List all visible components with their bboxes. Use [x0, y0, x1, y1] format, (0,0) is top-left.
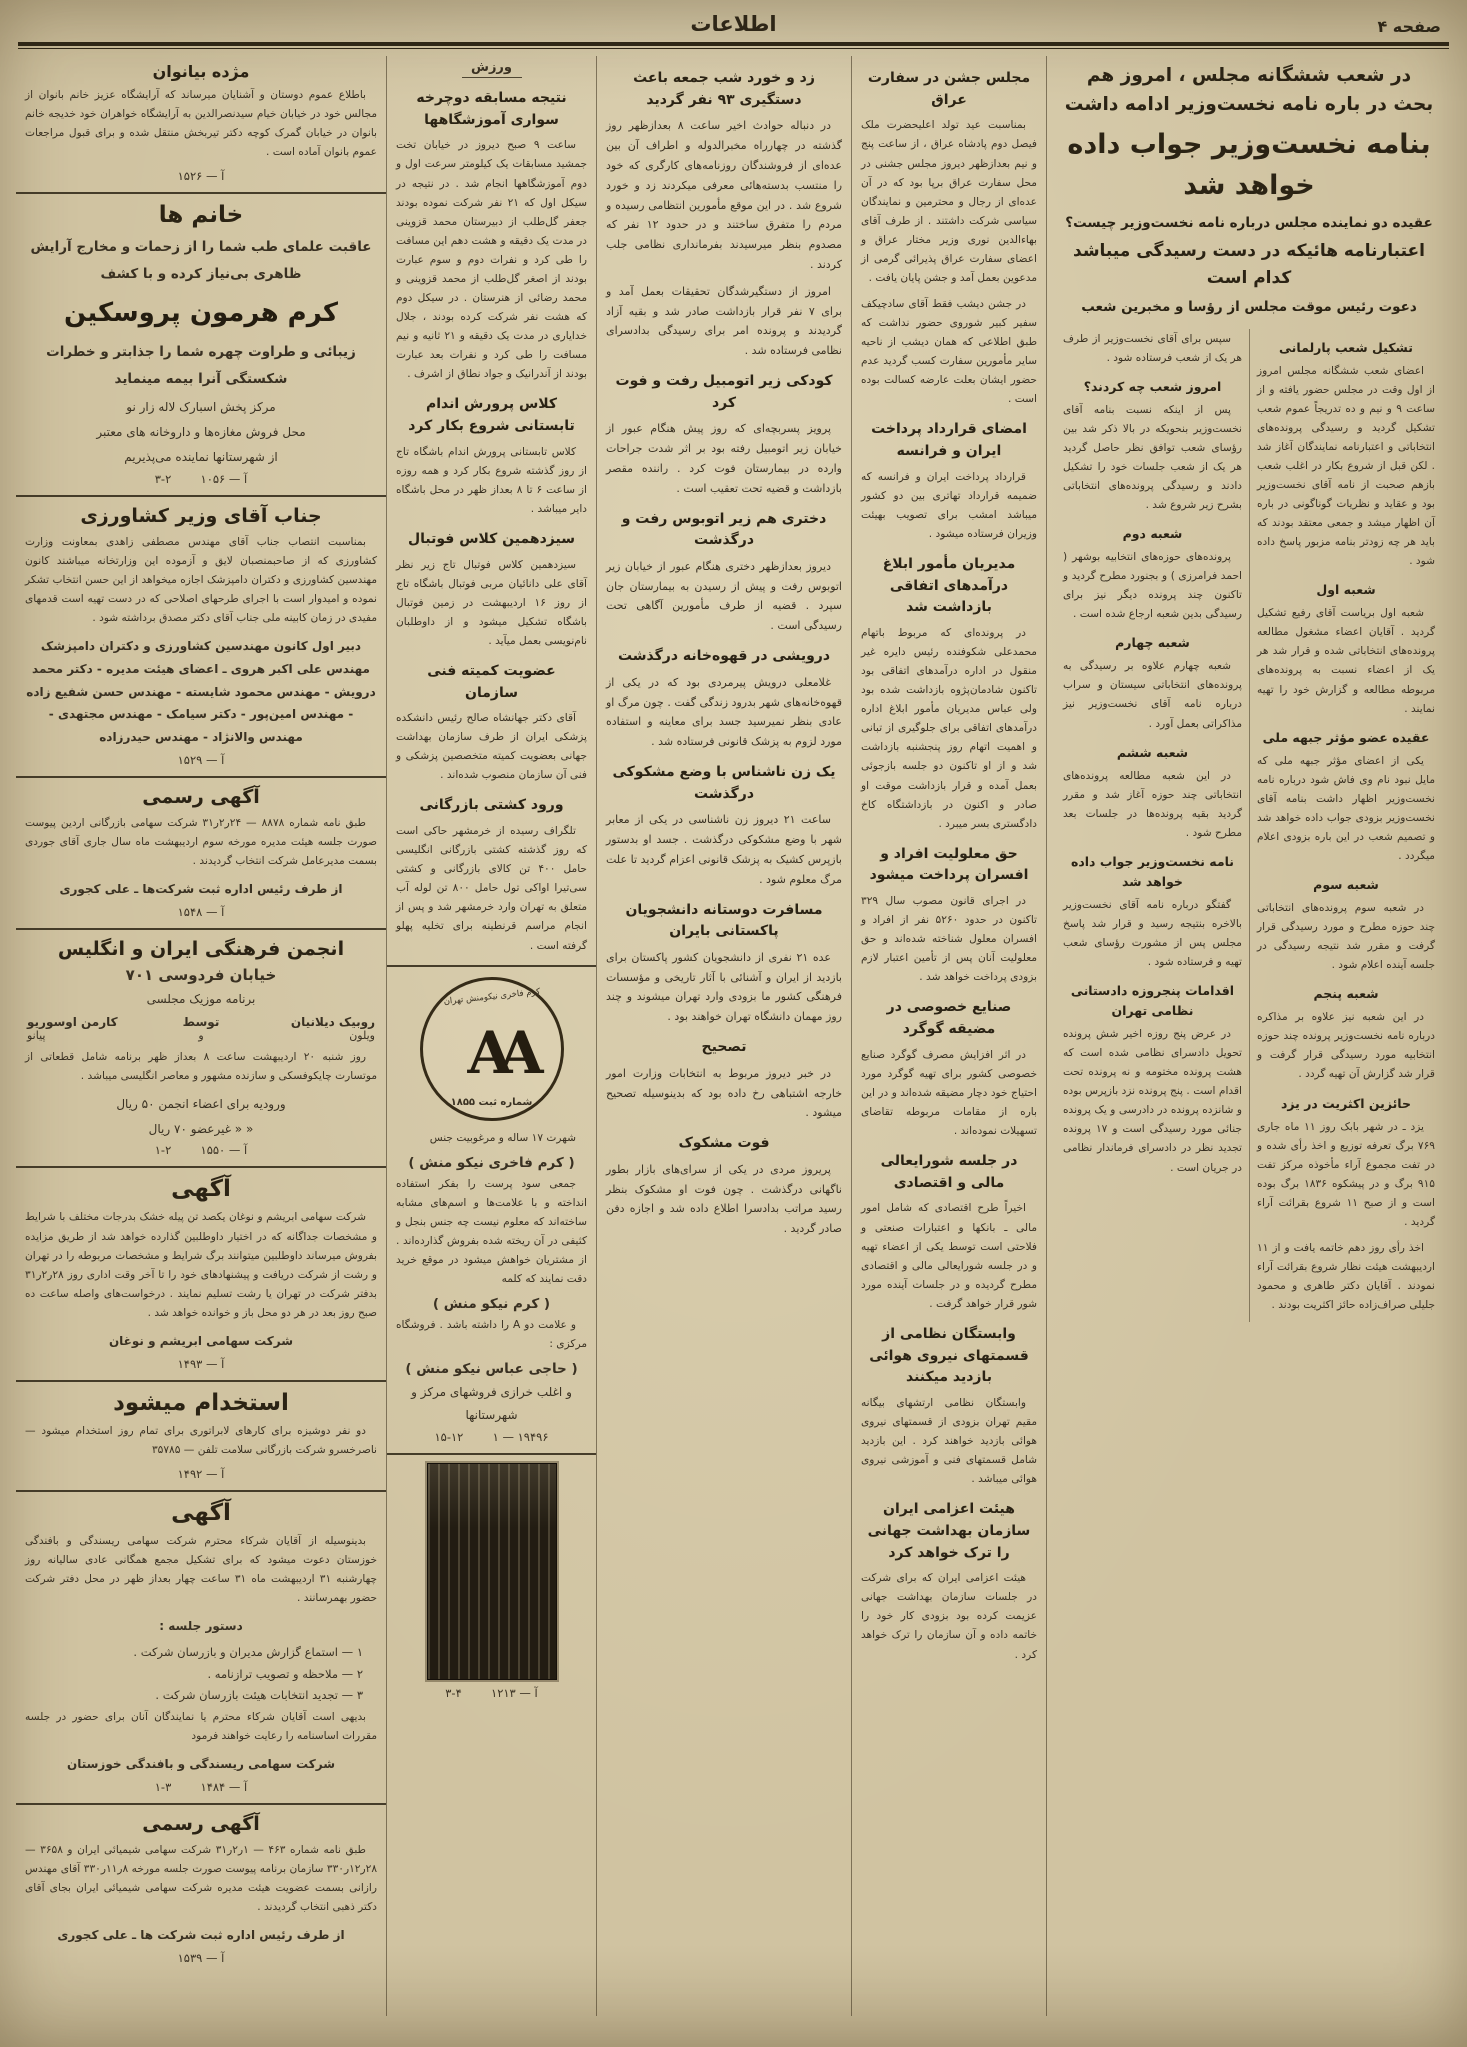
- article-paragraph: تلگراف رسیده از خرمشهر حاکی است که روز گذشته کشتی بازرگانی انگلیسی حامل ۴۰۰ تن کالای بازرگانی و کشتی سی‌تیرا اواکی تول حامل ۸۰۰ تن لوله آب متعلق به تهران وارد خرمشهر شد و پس از انجام مراسم قرنطینه برای تخلیه پهلو گرفته است .: [396, 825, 587, 952]
- section-subheadline: شعبه دوم: [1122, 526, 1183, 542]
- ad-reference-number: آ — ۱۴۸۴ ۳-۱: [154, 1780, 248, 1795]
- ad-headline-small: مژده بیانوان: [152, 62, 250, 81]
- article-paragraph: وابستگان نظامی ارتشهای بیگانه مقیم تهران بزودی از قسمتهای نیروی هوائی بازدید خواهند کرد . این بازدید شامل قسمتهای فنی و آموزشی نیروی هوائی میباشد .: [861, 1396, 1037, 1486]
- section-subheadline: شعبه پنجم: [1313, 986, 1379, 1002]
- section-divider: [16, 1380, 386, 1382]
- article-paragraph: در عرض پنج روزه اخیر شش پرونده تحویل دادسرای نظامی شده است که هشت پرونده مختومه و نه پرونده تحت اقدام است . پنج پرونده نزد بازپرس بوده و شانزده پرونده در دادرسی و یک پرونده جنائی مورد رسیدگی است و ۱۷ پرونده تجدید نظر در دادسرای فرماندار نظامی در جریان است .: [1063, 1028, 1243, 1174]
- centered-line: ورودیه برای اعضاء انجمن ۵۰ ریال: [116, 1096, 286, 1111]
- ad-bold-line: زیبائی و طراوت چهره شما را جذابتر و خطرات شکستگی آنرا بیمه مینماید: [46, 344, 356, 388]
- section-subheadline: حائزین اکثریت در یزد: [1280, 1095, 1412, 1111]
- majlis-subcolumns: [1056, 329, 1442, 1323]
- performer-cell: روبیک دیلانیان ویلون: [290, 1014, 375, 1042]
- centered-line: و اغلب خرازی فروشهای مرکز و شهرستانها: [411, 1385, 572, 1422]
- ad-product-headline: کرم هرمون پروسکین: [63, 298, 339, 329]
- sports-section-label: ورزش: [462, 60, 522, 78]
- ad-reference-number: آ — ۱۰۵۶ ۲-۳: [154, 471, 248, 486]
- article-paragraph: اخیراً طرح اقتصادی که شامل امور مالی ـ بانکها و اعتبارات صنعتی و فلاحتی است توسط یکی از اعضاء تهیه و در جلسه شورایعالی مالی و اقتصادی مطرح گردیده و در جلسات آینده مورد شور قرار خواهد گرفت .: [861, 1202, 1037, 1310]
- article-paragraph: بدیهی است آقایان شرکاء محترم یا نمایندگان آنان برای حضور در جلسه مقررات اساسنامه را رعایت خواهند فرمود: [25, 1711, 377, 1743]
- section-subheadline: امروز شعب چه کردند؟: [1083, 378, 1222, 394]
- section-divider: [16, 1803, 386, 1805]
- sub-headline: دعوت رئیس موقت مجلس از رؤسا و مخبرین شعب: [1081, 298, 1417, 315]
- article-paragraph: اخذ رأی روز دهم خاتمه یافت و از ۱۱ اردیبهشت هیئت نظار شروع بقرائت آراء نمودند . آقایان دکتر طاهری و محمود جلیلی صراف‌زاده حائز اکثریت بودند .: [1257, 1241, 1435, 1312]
- section-subheadline: شعبه ششم: [1116, 744, 1189, 760]
- ad-reference-number: آ — ۱۴۹۲: [177, 1466, 225, 1481]
- section-subheadline: شعبه اول: [1316, 582, 1376, 598]
- article-paragraph: اعضای شعب ششگانه مجلس امروز از اول وقت در مجلس حضور یافته و از ساعت ۹ و نیم و ده تدریجاً عموم شعب تشکیل گردید و رسیدگی پرونده‌های انتخاباتی و اعتبارنامه نمایندگان آغاز شد . لکن قبل از شروع بکار در اغلب شعب بازهم صحبت از نامه آقای نخست‌وزیر بود و عقاید و نظریات گوناگونی در باره آن اظهار میشد و جمعی معتقد بودند که باید هر چه زودتر بنامه مزبور پاسخ داده شود .: [1257, 364, 1435, 568]
- article-headline: دختری هم زیر اتوبوس رفت و درگذشت: [621, 510, 827, 549]
- ad-reference-number: آ — ۱۲۱۳ ۴-۳: [445, 1685, 538, 1700]
- article-paragraph: شرکت سهامی ابریشم و نوغان یکصد تن پیله خشک بدرجات مختلف با شرایط و مشخصات جداگانه که در اختیار داوطلبین گذارده خواهد شد از طریق مزایده بفروش میرساند داوطلبین میتوانند برگ شرایط و مشخصات مربوطه را در تهران و رشت از شرکت دریافت و پیشنهادهای خود را تا آخر وقت اداری روز ۲۸ر۲ر۳۱ بدفتر شرکت در تهران یا رشت تسلیم نمایند . درخواست‌های واصله ساعت ده صبح روز بعد در هر دو محل باز و خوانده خواهد شد .: [25, 1211, 377, 1319]
- logo-arc-text: کرم فاخری نیکومنش تهران: [442, 986, 541, 1007]
- article-paragraph: قرارداد پرداخت ایران و فرانسه که ضمیمه قرارداد تهاتری بین دو کشور میباشد امشب برای تصویب بهیئت وزیران فرستاده میشود .: [861, 470, 1037, 540]
- article-paragraph: ساعت ۲۱ دیروز زن ناشناسی در یکی از معابر شهر با وضع مشکوکی درگذشت . جسد او بدستور بازپرس کشیک به پزشک قانونی اعزام گردید تا علت مرگ معلوم شود .: [606, 813, 842, 886]
- ad-headline: جناب آقای وزیر کشاورزی: [80, 504, 322, 527]
- section-divider: [387, 965, 596, 967]
- article-headline: وابستگان نظامی از قسمتهای نیروی هوائی بازدید میکنند: [869, 1325, 1029, 1386]
- article-paragraph: دو نفر دوشیزه برای کارهای لابراتوری برای تمام روز استخدام میشود — ناصرخسرو شرکت بازرگانی سلامت تلفن — ۳۵۷۸۵: [25, 1424, 377, 1456]
- article-paragraph: پریروز مردی در یکی از سرای‌های بازار بطور ناگهانی درگذشت . چون فوت او مشکوک بنظر رسید مراتب بدادسرا اطلاع داده شد و اجازه دفن صادر گردید .: [606, 1162, 842, 1236]
- article-headline: صنایع خصوصی در مضیقه گوگرد: [886, 999, 1012, 1038]
- article-paragraph: در اجرای قانون مصوب سال ۳۲۹ تاکنون در حدود ۵۲۶۰ نفر از افراد و افسران معلول شناخته شده‌اند و حق معلولیت آنان پس از تأمین اعتبار لازم بزودی پرداخت خواهد شد .: [861, 895, 1037, 984]
- program-performers: [27, 1015, 375, 1042]
- ad-reference-number: آ — ۱۵۵۰ ۲-۱: [154, 1143, 248, 1158]
- registration-number: شماره ثبت ۱۸۵۵: [450, 1096, 533, 1108]
- article-headline: حق معلولیت افراد و افسران پرداخت میشود: [869, 845, 1029, 884]
- article-paragraph: شعبه اول بریاست آقای رفیع تشکیل گردید . آقایان اعضاء مشغول مطالعه پرونده‌های انتخاباتی شده و قرار شد هر یک از اعضاء نسبت به پرونده‌های مربوطه مطالعه و گزارش خود را تهیه نمایند .: [1257, 607, 1435, 715]
- article-paragraph: ساعت ۹ صبح دیروز در خیابان تخت جمشید مسابقات یک کیلومتر سرعت اول و دوم آموزشگاهها انجام شد . در نتیجه در سیکل اول که ۲۱ نفر شرکت نموده بودند جعفر گل‌طلب از دبیرستان محمد قزوینی در مدت یک دقیقه و هشت دهم این مسافت را طی کرد و نفرات دوم و سوم عبارت بودند از اصغر گل‌طلب از محمد قزوینی و محمد رضائی از هنرستان . در سیکل دوم که هشت نفر شرکت کرده بودند ، جلال خدایاری در مدت یک دقیقه و ۲۱ ثانیه و نیم مسافت را طی کرد و نفرات بعد عبارت بودند از آندرانیک و جواد نطاق از اشرف .: [396, 139, 587, 381]
- masthead-title: اطلاعات: [690, 12, 777, 36]
- majlis-subcolumn-right: [1249, 329, 1442, 1323]
- performer-cell: توسط و: [182, 1014, 220, 1042]
- lead-headline-block: [1056, 58, 1442, 329]
- article-headline: تصحیح: [701, 1039, 747, 1056]
- article-paragraph: در این شعبه نیز علاوه بر مذاکره درباره نامه نخست‌وزیر پرونده چند حوزه انتخابیه مورد رسیدگی قرار گرفت و قرار شد گزارش آن تهیه گردد .: [1257, 1011, 1435, 1081]
- ad-brand-line: ( کرم نیکو منش ): [432, 1296, 551, 1312]
- ad-brand-line: ( حاجی عباس نیکو منش ): [405, 1361, 578, 1378]
- article-paragraph: عده ۲۱ نفری از دانشجویان کشور پاکستان برای بازدید از ایران و آشنائی با آثار تاریخی و مؤسسات فرهنگی کشور ما بزودی وارد تهران میشوند و چند روز مهمان دانشگاه تهران خواهند بود .: [606, 950, 842, 1024]
- ad-headline-large: خانم ها: [158, 202, 244, 229]
- section-subheadline: شعبه سوم: [1313, 877, 1379, 893]
- section-divider: [16, 495, 386, 497]
- signature-line: شرکت سهامی ابریشم و نوغان: [108, 1333, 294, 1348]
- section-subheadline: نامه نخست‌وزیر جواب داده خواهد شد: [1070, 853, 1235, 889]
- article-paragraph: گفتگو درباره نامه آقای نخست‌وزیر بالاخره بنتیجه رسید و قرار شد پاسخ مجلس پس از مشورت رؤسای شعب تهیه و فرستاده شود .: [1063, 898, 1242, 969]
- page-header: [0, 0, 1467, 40]
- article-paragraph: پس از اینکه نسبت بنامه آقای نخست‌وزیر بنحویکه در بالا ذکر شد بین رؤسای شعب توافق نظر حاصل گردید هر یک از شعب جلسات خود را تشکیل دادند و رسیدگی پرونده‌های انتخاباتی بشرح زیر شروع شد .: [1063, 403, 1242, 512]
- ad-reference-number: آ — ۱۵۴۸: [177, 904, 225, 919]
- article-paragraph: طبق نامه شماره ۴۶۳ — ۱ر۲ر۳۱ شرکت سهامی شیمیائی ایران و ۳۶۵۸ — ۲۸ر۱۲ر۳۳۰ سازمان برنامه پیوست صورت جلسه مورخه ۸ر۱۱ر۳۳۰ آقای مهندس رازانی بسمت عضویت هیئت مدیره شرکت سهامی شیمیائی ایران بجای آقای دکتر ذهبی انتخاب گردیدند .: [25, 1844, 378, 1914]
- aa-monogram: AA: [467, 1018, 530, 1087]
- article-paragraph: آقای دکتر جهانشاه صالح رئیس دانشکده پزشکی ایران از طرف سازمان بهداشت جهانی بعضویت کمیته متخصصین پزشکی و فنی آن سازمان منصوب شده‌اند .: [396, 712, 587, 782]
- centered-line: مرکز پخش اسبارک لاله زار نو: [126, 400, 276, 415]
- centered-line: محل فروش مغازه‌ها و داروخانه های معتبر: [96, 425, 306, 440]
- article-paragraph: غلامعلی درویش پیرمردی بود که در یکی از قهوه‌خانه‌های شهر بدرود زندگی گفت . چون مرگ او عادی بنظر نمیرسید جسد برای معاینه و استفاده مورد لزوم به پزشک قانونی فرستاده شد .: [606, 675, 842, 749]
- article-headline: سیزدهمین کلاس فوتبال: [408, 530, 575, 547]
- article-headline: یک زن ناشناس با وضع مشکوکی درگذشت: [612, 763, 836, 802]
- article-headline: فوت مشکوک: [678, 1135, 770, 1152]
- ad-reference-number: ۱۹۴۹۶ — ۱ ۱۵-۱۲: [434, 1429, 549, 1444]
- page-number: صفحه ۴: [1377, 17, 1441, 36]
- article-headline: مجلس جشن در سفارت عراق: [867, 70, 1031, 108]
- ad-reference-number: آ — ۱۵۲۹: [177, 752, 225, 767]
- article-paragraph: در اثر افزایش مصرف گوگرد صنایع خصوصی کشور برای تهیه گوگرد مورد احتیاج خود دچار مضیقه شده‌اند و در این باره از مقامات مربوطه تقاضای تسهیلات نموده‌اند .: [861, 1048, 1037, 1137]
- article-headline: کلاس پرورش اندام تابستانی شروع بکار کرد: [408, 396, 575, 434]
- article-paragraph: دیروز بعدازظهر دختری هنگام عبور از خیابان زیر اتوبوس رفت و پیش از رسیدن به بیمارستان جان سپرد . قضیه از طرف مأمورین آگاهی تحت رسیدگی است .: [606, 559, 842, 633]
- article-paragraph: پرویز پسربچه‌ای که روز پیش هنگام عبور از خیابان زیر اتومبیل رفته بود بر اثر شدت جراحات وارده در بیمارستان فوت کرد . راننده مقصر بازداشت و قضیه تحت تعقیب است .: [606, 422, 842, 495]
- article-headline: در جلسه شورایعالی مالی و اقتصادی: [880, 1153, 1018, 1191]
- section-subheadline: عقیده عضو مؤثر جبهه ملی: [1262, 729, 1430, 745]
- ad-reference-number: آ — ۱۵۳۹: [177, 1951, 225, 1966]
- deck-headline: اعتبارنامه هائیکه در دست رسیدگی میباشد کدام است: [1073, 241, 1425, 289]
- product-photo: [427, 1463, 557, 1680]
- ad-reference-number: آ — ۱۴۹۳: [177, 1356, 225, 1371]
- signature-line: دبیر اول کانون مهندسین کشاورزی و دکتران دامپزشک مهندس علی اکبر هروی ـ اعضای هیئت مدیره - دکتر محمد درویش - مهندس محمود شایسته - مهندس حسن شفیع زاده - مهندس امین‌پور - دکتر سیامک - مهندس مجتهدی - مهندس والانژاد - مهندس حیدرزاده: [26, 638, 376, 745]
- ad-headline-large: استخدام میشود: [113, 1389, 289, 1416]
- article-headline: کودکی زیر اتومبیل رفت و فوت کرد: [615, 372, 833, 411]
- performer-cell: کارمن اوسوریو پیانو: [27, 1014, 118, 1042]
- article-paragraph: هیئت اعزامی ایران که برای شرکت در جلسات سازمان بهداشت جهانی عزیمت کرده بود بزودی کار خود را خاتمه داده و آن سازمان را ترک خواهد کرد .: [861, 1572, 1037, 1661]
- article-headline: امضای قرارداد پرداخت ایران و فرانسه: [871, 421, 1027, 459]
- agenda-item: ۳ — تجدید انتخابات هیئت بازرسان شرکت .: [155, 1688, 363, 1703]
- article-paragraph: در دنباله حوادث اخیر ساعت ۸ بعدازظهر روز گذشته در چهارراه مخبرالدوله و اطراف آن بین عده‌ای از فروشندگان روزنامه‌های کارگری که خود را منتسب بدسته‌هائی معرفی میکردند زد و خورد شروع شد . در این موقع مأمورین انتظامی رسیده و مردم را متفرق ساختند و در حدود ۱۲ نفر که مصدوم بنظر میرسیدند بفرمانداری نظامی جلب کردند .: [606, 119, 842, 271]
- article-paragraph: و علامت دو A را داشته باشد . فروشگاه مرکزی :: [396, 1319, 587, 1351]
- article-paragraph: در شعبه سوم پرونده‌های انتخاباتی چند حوزه مطرح و مورد رسیدگی قرار گرفت و مقرر شد نتیجه رسیدگی در جلسه آینده اعلام شود .: [1257, 902, 1435, 972]
- article-paragraph: در پرونده‌ای که مربوط باتهام محمدعلی شکوفنده رئیس دایره غیر منقول در اداره درآمدهای اتفاقی بود تاکنون شادمان‌پژوه بازداشت شده بود ولی عباس مدیریان مأمور ابلاغ اداره درآمدهای اتفاقی برای جلوگیری از تبانی و اهمیت اتهام روز پنجشنبه بازداشت شد و از او تاکنون دو جلسه بازجوئی بعمل آمده و قرار بازداشت موقت او صادر و اکنون در بازداشتگاه کاخ دادگستری بسر میبرد .: [861, 627, 1037, 830]
- column-government-news: [851, 56, 1046, 2016]
- article-paragraph: در جشن دیشب فقط آقای سادچیکف سفیر کبیر شوروی حضور نداشت که طبق اطلاعی که همان دیشب از ناحیه سایر مأمورین سفارت کسب گردید عدم حضور ایشان بعلت عارضه کسالت بوده است .: [861, 297, 1037, 406]
- sub-headline: عقیده دو نماینده مجلس درباره نامه نخست‌وزیر چیست؟: [1065, 215, 1433, 232]
- centered-line: « « غیرعضو ۷۰ ریال: [148, 1121, 254, 1136]
- article-paragraph: سیزدهمین کلاس فوتبال تاج زیر نظر آقای علی دانائیان مربی فوتبال باشگاه تاج از روز ۱۶ اردیبهشت در زمین فوتبال باشگاه تشکیل میشود و از داوطلبان نام‌نویسی بعمل میآید .: [396, 558, 587, 647]
- ad-headline: آگهی رسمی: [142, 1813, 260, 1836]
- aa-trademark-logo: [420, 977, 564, 1121]
- section-divider: [16, 1490, 386, 1492]
- content-columns: [16, 56, 1451, 2016]
- section-divider: [16, 928, 386, 930]
- centered-line: از شهرستانها نماینده می‌پذیریم: [124, 449, 278, 464]
- ad-headline-large: آگهی: [171, 1176, 231, 1203]
- section-divider: [16, 776, 386, 778]
- article-headline: عضویت کمیته فنی سازمان: [427, 662, 556, 701]
- ad-headline: انجمن فرهنگی ایران و انگلیس: [57, 937, 345, 960]
- lead-headline: بحث در باره نامه نخست‌وزیر ادامه داشت: [1064, 93, 1434, 115]
- ad-reference-number: آ — ۱۵۲۶: [177, 169, 225, 184]
- article-headline: درویشی در قهوه‌خانه درگذشت: [617, 648, 831, 665]
- signature-line: شرکت سهامی ریسندگی و بافندگی خوزستان: [66, 1757, 335, 1772]
- article-paragraph: بمناسبت انتصاب جناب آقای مهندس مصطفی زاهدی بمعاونت وزارت کشاورزی که از صاحبمنصبان لایق و آزموده این وزارتخانه میباشند کانون مهندسین کشاورزی و دکتران دامپزشک اجازه میخواهد از این حسن انتخاب تشکر نموده و امیدوار است با اجرای طرحهای اصلاحی که در دست تهیه است قدمهای مفیدی در زمان کابینه ملی جناب آقای دکتر مصدق برداشته شود .: [25, 535, 377, 624]
- signature-line: دستور جلسه :: [159, 1618, 243, 1633]
- article-headline: زد و خورد شب جمعه باعث دستگیری ۹۳ نفر گردید: [633, 70, 815, 108]
- article-paragraph: روز شنبه ۲۰ اردیبهشت ساعت ۸ بعداز ظهر برنامه شامل قطعاتی از موتسارت چایکوفسکی و سازنده مشهور و معاصر انگلیسی میباشد .: [25, 1050, 377, 1082]
- signature-line: از طرف رئیس اداره ثبت شرکت‌ها ـ علی کجوری: [59, 882, 343, 897]
- article-paragraph: پرونده‌های حوزه‌های انتخابیه بوشهر ( احمد فرامرزی ) و بجنورد مطرح گردید و تاکنون چند پرونده دیگر نیز برای رسیدگی بدین شعبه ارجاع شده است .: [1063, 551, 1242, 621]
- lead-headline: در شعب ششگانه مجلس ، امروز هم: [1086, 65, 1412, 86]
- article-paragraph: جمعی سود پرست را بفکر استفاده انداخته و با علامت‌ها و اسم‌های مشابه ساخته‌اند که معلوم نیست چه جنس بنجل و کثیفی در آن ریخته شده بفروش گذارده‌اند . از مشتریان خواهش میشود در موقع خرید دقت نمایند که کلمه: [396, 1177, 587, 1285]
- centered-line: برنامه موزیک مجلسی: [146, 991, 256, 1006]
- article-paragraph: بدینوسیله از آقایان شرکاء محترم شرکت سهامی ریسندگی و بافندگی خوزستان دعوت میشود که برای تشکیل مجمع همگانی عادی سالیانه روز چهارشنبه ۳۱ اردیبهشت ماه ۳۱ ساعت چهار بعداز ظهر در محل دفتر شرکت حضور بهمرسانند .: [25, 1534, 378, 1604]
- section-divider: [16, 1166, 386, 1168]
- section-divider: [16, 192, 386, 194]
- article-paragraph: یکی از اعضای مؤثر جبهه ملی که مایل نبود نام وی فاش شود درباره نامه نخست‌وزیر اظهار داشت بنامه آقای نخست‌وزیر بزودی جواب داده خواهد شد و تصمیم شعب در این باره بزودی اعلام میگردد .: [1257, 754, 1435, 862]
- signature-line: از طرف رئیس اداره ثبت شرکت ها ـ علی کجوری: [57, 1928, 345, 1943]
- article-headline: هیئت اعزامی ایران سازمان بهداشت جهانی را ترک خواهد کرد: [867, 1501, 1031, 1561]
- column-sports-and-ads: [386, 56, 596, 2016]
- agenda-item: ۱ — استماع گزارش مدیران و بازرسان شرکت .: [133, 1644, 363, 1659]
- article-headline: ورود کشتی بازرگانی: [419, 797, 564, 814]
- majlis-subcolumn-left: [1056, 329, 1249, 1323]
- article-paragraph: باطلاع عموم دوستان و آشنایان میرساند که آرایشگاه عزیز خانم بانوان از مجالس خود در خیابان خیام سیدنصرالدین به آرایشگاه خواهران خود خدیجه خانم بانوان در خیابان گمرک کوچه دکتر تیربخش منتقل شده و برای قبول مراجعات عموم بانوان آماده است .: [25, 89, 377, 159]
- article-paragraph: کلاس تابستانی پرورش اندام باشگاه تاج از روز گذشته شروع بکار کرد و همه روزه از ساعت ۶ تا ۸ بعداز ظهر در محل باشگاه دایر میباشد .: [396, 445, 587, 515]
- column-majlis-coverage: [1046, 56, 1451, 2016]
- ad-bold-line: عاقبت علمای طب شما را از زحمات و مخارج آرایش ظاهری بی‌نیاز کرده و با کشف: [30, 239, 372, 283]
- article-paragraph: سپس برای آقای نخست‌وزیر از طرف هر یک از شعب فرستاده شود .: [1063, 332, 1242, 364]
- article-paragraph: طبق نامه شماره ۸۸۷۸ — ۲۴ر۲ر۳۱ شرکت سهامی بازرگانی اردین پیوست صورت جلسه هیئت مدیره مورخه سوم اردیبهشت ماه سال جاری آقای جوردی بسمت مدیرعامل شرکت انتخاب گردیدند .: [25, 816, 377, 868]
- header-rule: [18, 42, 1449, 50]
- ad-address-line: خیابان فردوسی ۷۰۱: [125, 965, 277, 984]
- section-divider: [387, 1453, 596, 1455]
- ad-brand-line: ( کرم فاخری نیکو منش ): [408, 1154, 575, 1171]
- article-paragraph: بمناسبت عید تولد اعلیحضرت ملک فیصل دوم پادشاه عراق ، از ساعت پنج و نیم بعدازظهر دیروز مجلس جشنی در محل سفارت عراق برپا بود که در آن عده‌ای از رجال و محترمین و نمایندگان سیاسی شرکت داشتند . از طرف آقای بهاءالدین نوری وزیر مختار عراق و اعضای سفارت عراق پذیرائی گرمی از مدعوین بعمل آمد و جشن پایان یافت .: [861, 119, 1037, 284]
- article-paragraph: امروز از دستگیرشدگان تحقیقات بعمل آمد و برای ۷ نفر قرار بازداشت صادر شد و بقیه آزاد گردیدند و پرونده امر برای رسیدگی بدادسرای نظامی فرستاده شد .: [606, 284, 843, 358]
- article-headline: مدیریان مأمور ابلاغ درآمدهای اتفاقی بازداشت شد: [882, 555, 1016, 616]
- article-paragraph: یزد ـ در شهر بابک روز ۱۱ ماه جاری ۷۶۹ برگ تعرفه توزیع و اخذ رأی شده و در تفت مجموع آراء مأخوذه مرکز تفت ۹۱۵ برگ و در پیشکوه ۱۸۳۶ برگ بوده است و از صبح ۱۱ شروع بقرائت آراء گردید .: [1257, 1120, 1435, 1228]
- main-banner-headline: بنامه نخست‌وزیر جواب داده خواهد شد: [1067, 129, 1431, 201]
- section-subheadline: تشکیل شعب پارلمانی: [1279, 339, 1413, 355]
- agenda-item: ۲ — ملاحظه و تصویب ترازنامه .: [207, 1666, 363, 1681]
- ad-headline-large: آگهی: [171, 1499, 231, 1526]
- article-paragraph: شعبه چهارم علاوه بر رسیدگی به پرونده‌های انتخاباتی سیستان و سراب درباره نامه آقای نخست‌وزیر نیز مذاکراتی بعمل آورد .: [1063, 660, 1242, 730]
- article-headline: مسافرت دوستانه دانشجویان پاکستانی بایران: [625, 901, 823, 940]
- article-paragraph: در خبر دیروز مربوط به انتخابات وزارت امور خارجه اشتباهی رخ داده بود که بدینوسیله تصحیح میشود .: [606, 1066, 842, 1120]
- article-headline: نتیجه مسابقه دوچرخه سواری آموزشگاهها: [416, 90, 567, 128]
- column-classified-ads: [16, 56, 386, 2016]
- section-subheadline: اقدامات پنجروزه دادستانی نظامی تهران: [1070, 983, 1235, 1019]
- column-city-news: [596, 56, 851, 2016]
- section-subheadline: شعبه چهارم: [1115, 635, 1190, 651]
- article-paragraph: شهرت ۱۷ ساله و مرغوبیت جنس: [429, 1131, 576, 1144]
- ad-headline: آگهی رسمی: [142, 785, 260, 808]
- article-paragraph: در این شعبه مطالعه پرونده‌های انتخاباتی چند حوزه آغاز شد و مقرر گردید بقیه پرونده‌ها در جلسات بعد مطرح شود .: [1063, 769, 1242, 839]
